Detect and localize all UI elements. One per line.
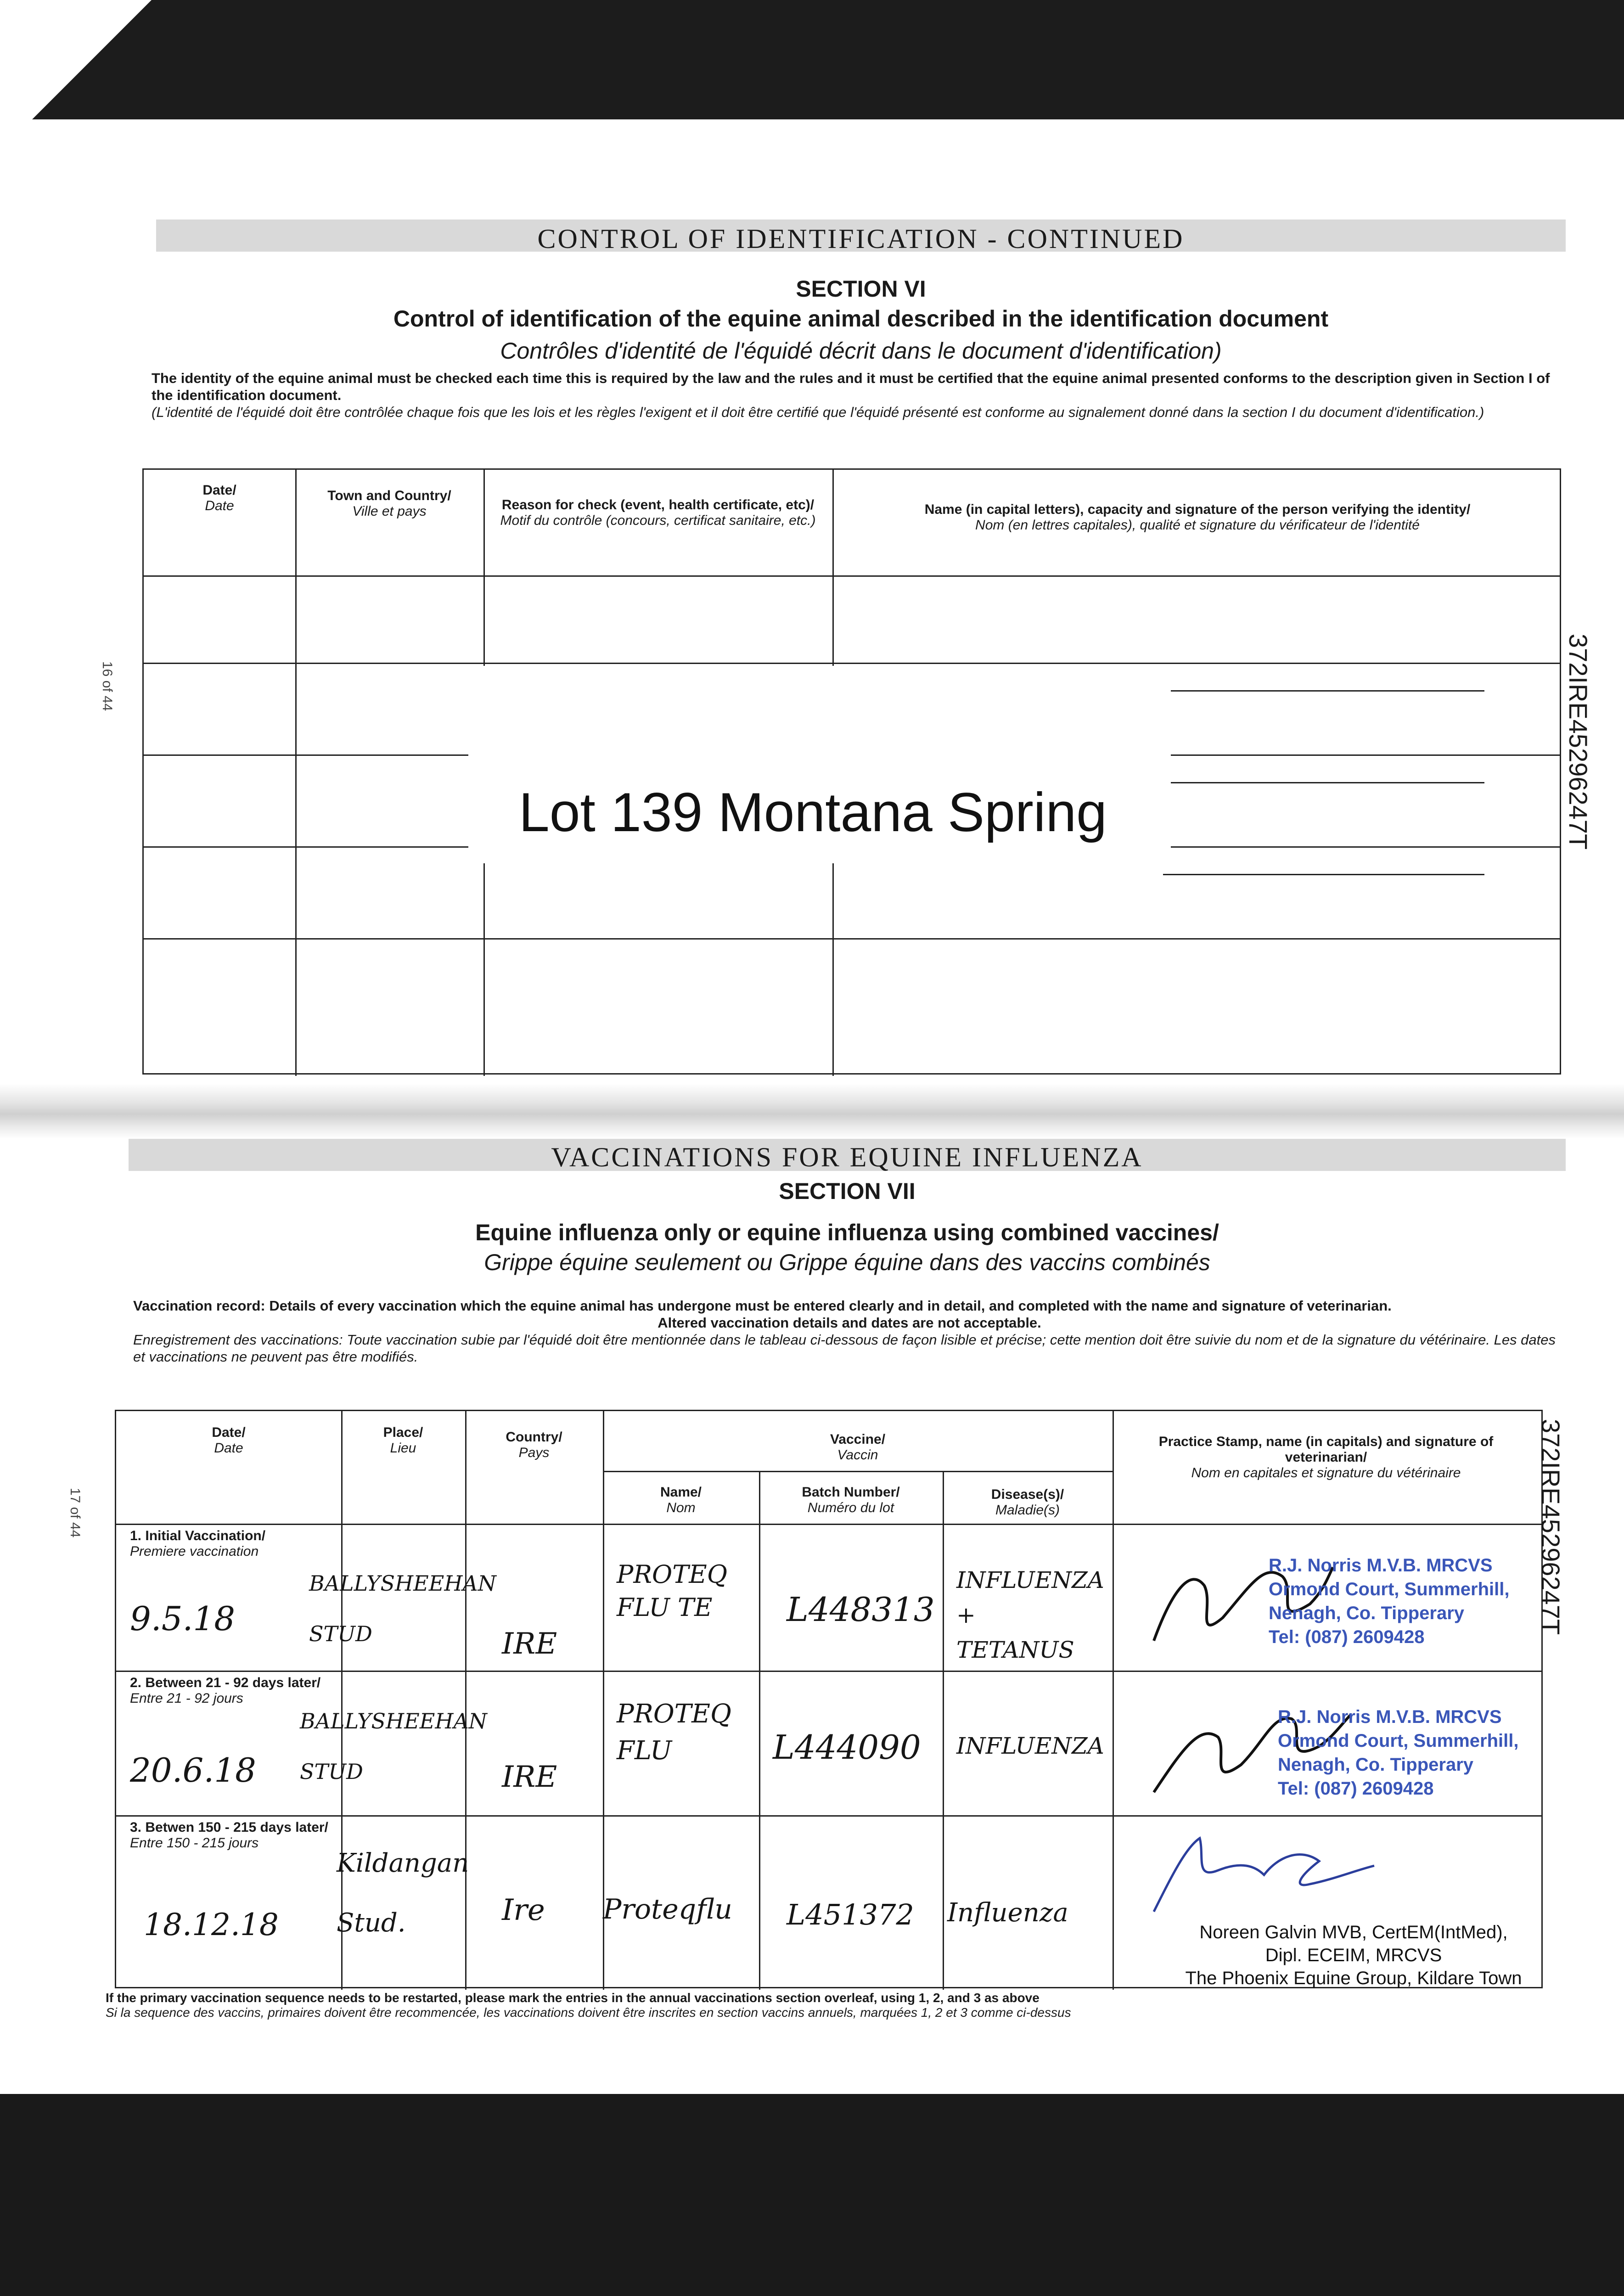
row2-date: 20.6.18 [130,1751,256,1790]
row2-disease: INFLUENZA [956,1733,1104,1759]
col-divider [1113,1411,1114,1990]
vaccine-subheader-line [603,1471,1113,1472]
row2-batch: L444090 [773,1728,921,1767]
row1-batch: L448313 [787,1590,935,1629]
section7-number: SECTION VII [779,1178,916,1204]
col-header-name: Name (in capital letters), capacity and signature of the person verifying the identity/ Nom (en lettres capitales), qualité et signature du vérificateur de l'identité [924,502,1471,533]
record-en2: Altered vaccination details and dates are not acceptable. [657,1315,1041,1331]
col-header-town: Town and Country/ Ville et pays [327,488,451,519]
col-header-country: Country/ Pays [506,1429,562,1460]
col-header-vaccine-name: Name/ Nom [660,1485,702,1515]
row-divider [116,1524,1541,1525]
row3-stamp: Noreen Galvin MVB, CertEM(IntMed), Dipl. ECEIM, MRCVS The Phoenix Equine Group, Kildare Town [1185,1922,1522,1988]
col-divider [295,470,297,1076]
signature-line [1163,782,1484,783]
row2-country: IRE [502,1760,557,1794]
row3-date: 18.12.18 [144,1907,279,1942]
scan-top-edge [0,0,1624,119]
row3-vaccine-name: Proteqflu [603,1893,732,1925]
document-id-bottom: 372IRE45296247T [1536,1419,1565,1635]
row1-label: 1. Initial Vaccination/ Premiere vaccination [130,1528,266,1559]
row-divider [144,663,1560,664]
row1-vaccine-name: PROTEQ FLU TE [617,1560,727,1622]
row-divider [144,575,1560,577]
row-divider [116,1671,1541,1672]
row-divider [116,1815,1541,1817]
section6-para-en: The identity of the equine animal must be checked each time this is required by the law and the rules and it must be certified that the equine animal presented conforms to the description given in Section I of the identification document. [152,370,1550,403]
document-id-top: 372IRE45296247T [1564,634,1593,850]
row2-place: BALLYSHEEHAN STUD [300,1709,487,1784]
col-header-disease: Disease(s)/ Maladie(s) [991,1487,1064,1518]
page-corner [0,0,152,152]
section7-record-text [133,1297,1566,1365]
footnote-fr: Si la sequence des vaccins, primaires doivent être recommencée, les vaccinations doivent être inscrites en section vaccins annuels, marquées 1, 2 et 3 comme ci-dessus [106,2005,1071,2020]
signature-line [1163,874,1484,875]
scan-bottom-edge [0,2094,1624,2296]
footnote-en: If the primary vaccination sequence needs to be restarted, please mark the entries in the annual vaccinations section overleaf, using 1, 2, and 3 as above [106,1991,1040,2005]
col-header-batch: Batch Number/ Numéro du lot [802,1485,900,1515]
col-header-vaccine: Vaccine/ Vaccin [830,1432,886,1463]
row2-vaccine-name: PROTEQ FLU [617,1699,731,1766]
lot-label: Lot 139 Montana Spring [519,782,1107,843]
row1-stamp: R.J. Norris M.V.B. MRCVS Ormond Court, Summerhill, Nenagh, Co. Tipperary Tel: (087) 2609428 [1269,1555,1510,1647]
page-number-16: 16 of 44 [100,661,115,711]
footnote [106,1991,1552,2020]
section6-number: SECTION VI [796,276,926,302]
row-divider [144,938,1560,940]
row1-place: BALLYSHEEHAN STUD [309,1571,496,1646]
page-fold [0,1084,1624,1139]
row3-label: 3. Betwen 150 - 215 days later/ Entre 150 - 215 jours [130,1820,328,1851]
record-fr: Enregistrement des vaccinations: Toute vaccination subie par l'équidé doit être mentionnée dans le tableau ci-dessous de façon lisible et précise; cette mention doit être suivie du nom et de la signature du vétérinaire. Les dates et vaccinations ne peuvent pas être modifiés. [133,1332,1556,1365]
row1-date: 9.5.18 [130,1599,236,1638]
row3-place: Kildangan Stud. [337,1848,469,1938]
section6-header: CONTROL OF IDENTIFICATION - CONTINUED [537,224,1185,254]
row1-country: IRE [502,1627,557,1661]
row3-country: Ire [502,1893,545,1927]
col-divider [759,1471,760,1990]
section7-title-fr: Grippe équine seulement ou Grippe équine dans des vaccins combinés [484,1249,1210,1275]
signature-line [1163,690,1484,692]
section6-title-fr: Contrôles d'identité de l'équidé décrit dans le document d'identification) [500,338,1222,364]
section6-intro [152,370,1566,421]
row3-disease: Influenza [947,1898,1068,1928]
col-header-date: Date/ Date [202,483,236,513]
section6-para-fr: (L'identité de l'équidé doit être contrôlée chaque fois que les lois et les règles l'exigent et il doit être certifié que l'équidé présenté est conforme au signalement donné dans la section I du document d'identification.) [152,404,1484,420]
row3-batch: L451372 [787,1898,914,1931]
col-header-place: Place/ Lieu [383,1425,423,1456]
section7-header: VACCINATIONS FOR EQUINE INFLUENZA [551,1142,1143,1172]
section7-title-en: Equine influenza only or equine influenza using combined vaccines/ [475,1220,1219,1245]
vet-signature-3 [1126,1820,1383,1925]
page-number-17: 17 of 44 [67,1488,83,1538]
section6-title-en: Control of identification of the equine animal described in the identification document [393,306,1329,332]
vaccination-table [115,1410,1543,1988]
record-en: Vaccination record: Details of every vaccination which the equine animal has undergone must be entered clearly and in detail, and completed with the name and signature of veterinarian. [133,1298,1392,1314]
col-header-vet: Practice Stamp, name (in capitals) and signature of veterinarian/ Nom en capitales et signature du vétérinaire [1158,1434,1494,1480]
col-divider [943,1471,944,1990]
col-header-reason: Reason for check (event, health certificate, etc)/ Motif du contrôle (concours, certificat sanitaire, etc.) [500,497,816,528]
row1-disease: INFLUENZA + TETANUS [956,1567,1104,1663]
row2-label: 2. Between 21 - 92 days later/ Entre 21 - 92 jours [130,1675,321,1706]
col-header-date: Date/ Date [212,1425,246,1456]
row2-stamp: R.J. Norris M.V.B. MRCVS Ormond Court, Summerhill, Nenagh, Co. Tipperary Tel: (087) 2609428 [1278,1707,1519,1799]
